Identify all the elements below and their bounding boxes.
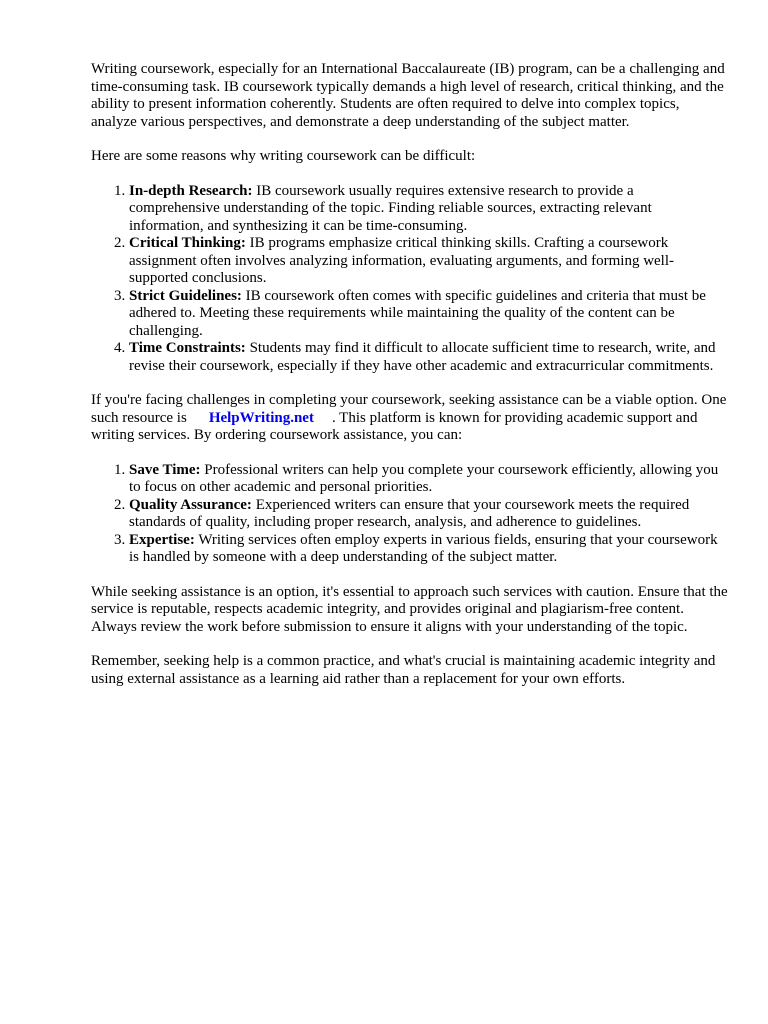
list-item bbox=[129, 340, 728, 375]
benefits-list bbox=[91, 462, 728, 567]
list-item bbox=[129, 288, 728, 341]
list-item-text: IB coursework usually requires extensive research to provide a comprehensive understanding of the topic. Finding reliable sources, extracting relevant information, and synthesizing it can be time-consuming. bbox=[129, 182, 652, 234]
list-item-text: Writing services often employ experts in various fields, ensuring that your coursework is handled by someone with a deep understanding of the subject matter. bbox=[129, 531, 718, 565]
list-item bbox=[129, 183, 728, 236]
list-item-title: Strict Guidelines: bbox=[129, 287, 242, 304]
reasons-intro: Here are some reasons why writing coursework can be difficult: bbox=[91, 148, 476, 164]
list-item-title: Save Time: bbox=[129, 461, 201, 478]
intro-paragraph: Writing coursework, especially for an International Baccalaureate (IB) program, can be a challenging and time-consuming task. IB coursework typically demands a high level of research, critical thinking, and the ability to present information coherently. Students are often required to delve into complex topics, analyze various perspectives, and demonstrate a deep understanding of the subject matter. bbox=[91, 61, 725, 130]
list-item bbox=[129, 532, 728, 567]
list-item bbox=[129, 462, 728, 497]
list-item-text: IB coursework often comes with specific guidelines and criteria that must be adhered to. Meeting these requirements while maintaining the quality of the content can be challenging. bbox=[129, 287, 706, 339]
helpwriting-link[interactable]: HelpWriting.net bbox=[208, 409, 314, 426]
list-item-text: Experienced writers can ensure that your coursework meets the required standards of quality, including proper research, analysis, and adherence to guidelines. bbox=[129, 496, 690, 530]
list-item-text: Students may find it difficult to allocate sufficient time to research, write, and revise their coursework, especially if they have other academic and extracurricular commitments. bbox=[129, 340, 716, 374]
list-item bbox=[129, 497, 728, 532]
list-item-title: Quality Assurance: bbox=[129, 496, 252, 513]
reasons-list bbox=[91, 183, 728, 376]
list-item-title: Time Constraints: bbox=[129, 340, 246, 356]
assistance-text-before: If you're facing challenges in completing your coursework, seeking assistance can be a viable option. One such resource is bbox=[91, 392, 727, 426]
list-item-text: Professional writers can help you complete your coursework efficiently, allowing you to focus on other academic and personal priorities. bbox=[129, 461, 719, 495]
assistance-text-after: . This platform is known for providing academic support and writing services. By ordering coursework assistance, you can: bbox=[91, 409, 698, 443]
caution-paragraph: While seeking assistance is an option, it's essential to approach such services with caution. Ensure that the service is reputable, respects academic integrity, and provides original and plagiarism-free content. Always review the work before submission to ensure it aligns with your understanding of the topic. bbox=[91, 583, 728, 635]
list-item-text: IB programs emphasize critical thinking skills. Crafting a coursework assignment often involves analyzing information, evaluating arguments, and forming well-supported conclusions. bbox=[129, 235, 675, 286]
list-item-title: In-depth Research: bbox=[129, 182, 253, 199]
assistance-paragraph bbox=[91, 392, 728, 445]
list-item bbox=[129, 235, 728, 288]
list-item-title: Expertise: bbox=[129, 531, 195, 548]
list-item-title: Critical Thinking: bbox=[129, 235, 246, 251]
closing-paragraph: Remember, seeking help is a common practice, and what's crucial is maintaining academic integrity and using external assistance as a learning aid rather than a replacement for your own efforts. bbox=[91, 653, 716, 687]
